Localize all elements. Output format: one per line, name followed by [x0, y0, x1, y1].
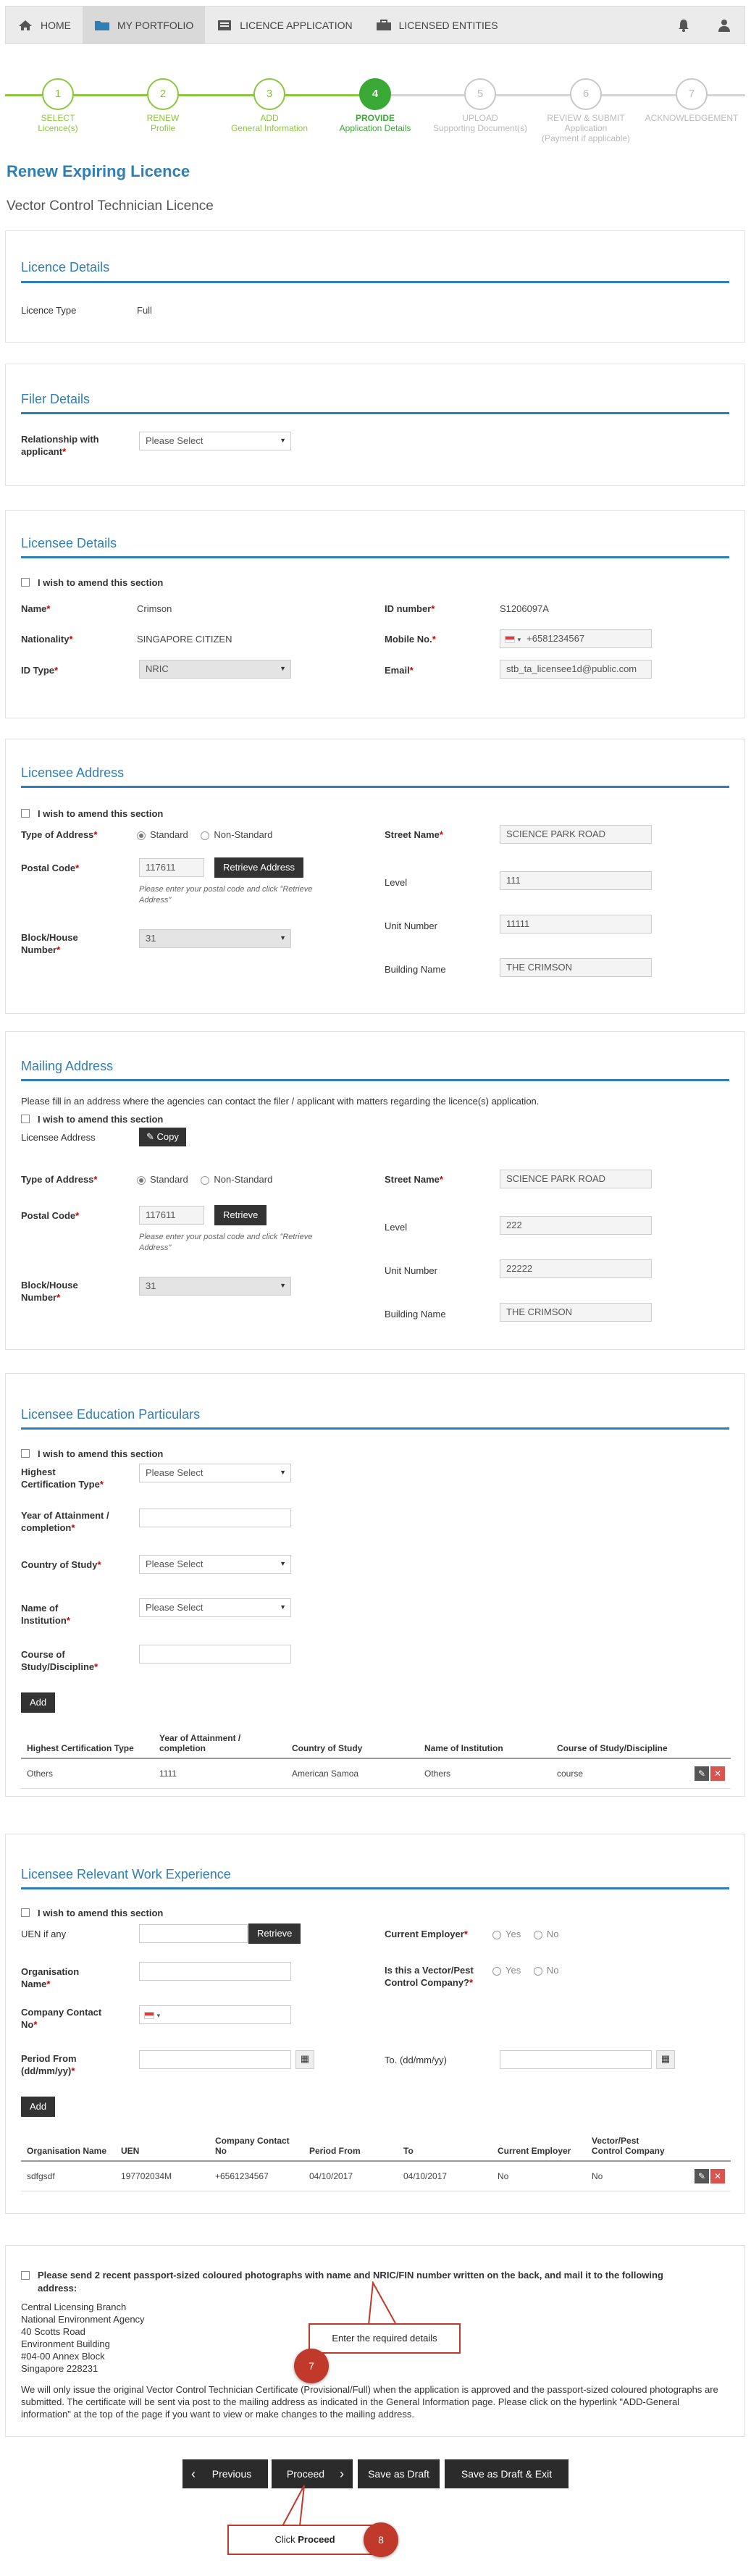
org-label-2: Name*	[21, 1979, 51, 1989]
save-draft-exit-button[interactable]: Save as Draft & Exit	[445, 2459, 569, 2488]
step-4	[321, 78, 429, 133]
licensee-details-card	[5, 510, 745, 718]
section-divider	[21, 786, 729, 788]
vector-yes-radio[interactable]	[492, 1967, 501, 1976]
street-label: Street Name*	[385, 829, 443, 840]
column-header: Current Employer	[492, 2131, 586, 2161]
name-value: Crimson	[137, 603, 172, 614]
retrieve-address-button[interactable]: Retrieve Address	[214, 857, 303, 878]
step-5-sub: Supporting Document(s)	[432, 123, 528, 133]
mobile-label: Mobile No.*	[385, 634, 436, 645]
calendar-icon[interactable]: ▦	[295, 2050, 314, 2069]
institution-label: Name of	[21, 1603, 59, 1614]
contact-label: Company Contact	[21, 2007, 102, 2018]
table-cell: 04/10/2017	[398, 2161, 492, 2191]
proceed-label: Proceed	[286, 2468, 325, 2480]
step-5-circle: 5	[464, 78, 496, 110]
licence-details-card	[5, 230, 745, 343]
address-type-label: Type of Address*	[21, 829, 98, 840]
section-divider	[21, 412, 729, 414]
step-6-sub: Application	[564, 123, 608, 133]
current-employer-label: Current Employer*	[385, 1929, 468, 1939]
cert-label: Highest	[21, 1467, 56, 1477]
filer-details-title: Filer Details	[21, 392, 91, 406]
amend-mailing-address-checkbox[interactable]	[21, 1115, 30, 1123]
address-line: Environment Building	[21, 2338, 110, 2349]
table-cell: American Samoa	[286, 1758, 419, 1789]
unit-label: Unit Number	[385, 1265, 437, 1276]
briefcase-icon	[376, 20, 392, 31]
column-header: Year of Attainment / completion	[154, 1729, 286, 1758]
bell-icon	[676, 18, 691, 33]
filer-details-card	[5, 364, 745, 486]
column-header: To	[398, 2131, 492, 2161]
email-input[interactable]: stb_ta_licensee1d@public.com	[500, 660, 652, 679]
vector-no-radio[interactable]	[534, 1967, 542, 1976]
period-to-label: To. (dd/mm/yy)	[385, 2055, 447, 2065]
column-header: Organisation Name	[21, 2131, 115, 2161]
singapore-flag-icon	[144, 2012, 154, 2019]
block-label: Block/House	[21, 932, 78, 943]
step-4-title: PROVIDE	[355, 113, 395, 123]
street-input[interactable]: SCIENCE PARK ROAD	[500, 825, 652, 844]
building-input[interactable]: THE CRIMSON	[500, 1303, 652, 1322]
education-table	[21, 1729, 731, 1789]
amend-label: I wish to amend this section	[38, 1908, 164, 1918]
section-divider	[21, 281, 729, 283]
save-draft-button[interactable]: Save as Draft	[358, 2459, 440, 2488]
top-navigation	[5, 6, 745, 44]
postal-code-input[interactable]: 117611	[139, 1206, 204, 1225]
application-icon	[217, 20, 232, 31]
org-label: Organisation	[21, 1966, 80, 1977]
section-divider	[21, 1079, 729, 1081]
step-3-circle: 3	[253, 78, 285, 110]
callout-7: Enter the required details	[309, 2323, 461, 2354]
table-cell: 04/10/2017	[303, 2161, 398, 2191]
user-icon	[717, 18, 731, 33]
mailing-address-block	[21, 2301, 145, 2375]
contact-input[interactable]: ▾	[139, 2005, 291, 2024]
page-subtitle: Vector Control Technician Licence	[7, 198, 214, 214]
mailing-address-title: Mailing Address	[21, 1059, 114, 1073]
email-label: Email*	[385, 665, 414, 676]
nav-home[interactable]	[6, 6, 83, 44]
nav-licensed-entities-label: LICENSED ENTITIES	[398, 19, 498, 31]
step-3[interactable]	[215, 78, 324, 133]
home-icon	[17, 20, 33, 31]
block-label-2: Number*	[21, 1292, 61, 1303]
licensee-address-card	[5, 739, 745, 1014]
address-line: 40 Scotts Road	[21, 2326, 85, 2337]
contact-label-2: No*	[21, 2019, 38, 2030]
previous-label: Previous	[211, 2468, 252, 2480]
step-badge-8: 8	[364, 2522, 398, 2557]
street-input[interactable]: SCIENCE PARK ROAD	[500, 1170, 652, 1188]
unit-input[interactable]: 11111	[500, 915, 652, 934]
licensee-address-title: Licensee Address	[21, 765, 125, 780]
mailing-intro: Please fill in an address where the agencies can contact the filer / applicant with matters regarding the licence(s) application.	[21, 1096, 540, 1107]
column-header: Period From	[303, 2131, 398, 2161]
amend-work-checkbox[interactable]	[21, 1908, 30, 1917]
education-card	[5, 1373, 745, 1797]
callout-8	[227, 2525, 382, 2555]
amend-label: I wish to amend this section	[38, 577, 164, 588]
building-label: Building Name	[385, 1309, 446, 1320]
step-6	[532, 78, 640, 143]
step-7-circle: 7	[676, 78, 708, 110]
add-education-button[interactable]: Add	[21, 1692, 55, 1713]
no-label: No	[546, 1965, 559, 1976]
nationality-label: Nationality*	[21, 634, 73, 645]
chevron-left-icon: ‹	[191, 2467, 196, 2481]
table-cell: No	[492, 2161, 586, 2191]
table-row	[21, 1758, 731, 1789]
step-4-circle: 4	[359, 78, 391, 110]
progress-stepper	[5, 72, 745, 152]
mobile-value: +6581234567	[526, 633, 585, 644]
table-cell: No	[586, 2161, 673, 2191]
period-from-input[interactable]	[139, 2050, 291, 2069]
photos-checkbox[interactable]	[21, 2271, 30, 2280]
address-line: Central Licensing Branch	[21, 2302, 127, 2312]
section-divider	[21, 1887, 729, 1889]
education-title: Licensee Education Particulars	[21, 1407, 201, 1422]
chevron-right-icon: ›	[340, 2467, 344, 2481]
unit-input[interactable]: 22222	[500, 1259, 652, 1278]
block-label: Block/House	[21, 1280, 78, 1291]
year-label: Year of Attainment /	[21, 1510, 109, 1521]
add-work-button[interactable]: Add	[21, 2097, 55, 2117]
step-3-title: ADD	[260, 113, 279, 123]
step-badge-7: 7	[294, 2349, 329, 2383]
column-header: Highest Certification Type	[21, 1729, 154, 1758]
year-input[interactable]	[139, 1509, 291, 1527]
amend-licensee-details-checkbox[interactable]	[21, 578, 30, 587]
column-header: Country of Study	[286, 1729, 419, 1758]
edit-row-icon[interactable]: ✎	[695, 2169, 709, 2183]
callout-8-prefix: Click	[274, 2534, 298, 2545]
uen-input[interactable]	[139, 1924, 248, 1943]
id-number-label: ID number*	[385, 603, 435, 614]
step-3-sub: General Information	[230, 123, 309, 133]
yes-label: Yes	[505, 1929, 521, 1939]
mailing-address-card	[5, 1031, 745, 1350]
block-label-2: Number*	[21, 944, 61, 955]
amend-licensee-address-checkbox[interactable]	[21, 809, 30, 818]
course-label: Course of	[21, 1649, 65, 1660]
institution-select[interactable]: Please Select ▼	[139, 1598, 291, 1617]
callout-8-pointer	[253, 2484, 340, 2527]
unit-label: Unit Number	[385, 920, 437, 931]
table-cell: sdfgsdf	[21, 2161, 115, 2191]
delete-row-icon[interactable]: ✕	[710, 1766, 725, 1781]
user-menu-button[interactable]	[704, 6, 744, 44]
non-standard-radio[interactable]	[201, 831, 209, 840]
current-no-radio[interactable]	[534, 1931, 542, 1939]
relationship-select[interactable]: Please Select ▼	[139, 432, 291, 450]
licensee-details-title: Licensee Details	[21, 536, 117, 550]
table-row	[21, 2161, 731, 2191]
current-employer-radio-group[interactable]	[492, 1929, 558, 1939]
amend-education-checkbox[interactable]	[21, 1449, 30, 1458]
cert-label-2: Certification Type*	[21, 1479, 104, 1490]
postal-hint: Please enter your postal code and click "Retrieve Address"	[139, 885, 313, 905]
nav-my-portfolio-label: MY PORTFOLIO	[117, 19, 194, 31]
section-divider	[21, 1427, 729, 1430]
building-input[interactable]: THE CRIMSON	[500, 958, 652, 977]
yes-label: Yes	[505, 1965, 521, 1976]
retrieve-button[interactable]: Retrieve	[214, 1205, 267, 1225]
notifications-button[interactable]	[663, 6, 704, 44]
address-line: #04-00 Annex Block	[21, 2351, 105, 2362]
address-line: Singapore 228231	[21, 2363, 98, 2374]
street-label: Street Name*	[385, 1174, 443, 1185]
vector-company-label-2: Control Company?*	[385, 1977, 474, 1988]
address-type-radio-group[interactable]	[137, 829, 272, 840]
edit-row-icon[interactable]: ✎	[695, 1766, 709, 1781]
singapore-flag-icon	[505, 636, 515, 643]
postal-code-label: Postal Code*	[21, 1210, 80, 1221]
institution-label-2: Institution*	[21, 1615, 70, 1626]
work-experience-title: Licensee Relevant Work Experience	[21, 1867, 231, 1881]
step-2[interactable]	[109, 78, 217, 133]
column-header: Vector/Pest Control Company	[586, 2131, 673, 2161]
level-input[interactable]: 111	[500, 871, 652, 890]
step-5-title: UPLOAD	[462, 113, 498, 123]
copy-label: Copy	[156, 1131, 179, 1142]
non-standard-radio[interactable]	[201, 1176, 209, 1185]
cert-select[interactable]: Please Select ▼	[139, 1464, 291, 1482]
id-type-select[interactable]: NRIC ▼	[139, 660, 291, 679]
step-1-title: SELECT	[41, 113, 75, 123]
mobile-input[interactable]: ▾ +6581234567	[500, 629, 652, 648]
licence-type-value: Full	[137, 305, 152, 316]
nav-home-label: HOME	[41, 19, 71, 31]
step-2-title: RENEW	[146, 113, 180, 123]
building-label: Building Name	[385, 964, 446, 975]
country-select[interactable]: Please Select ▼	[139, 1555, 291, 1574]
relationship-label-2: applicant*	[21, 446, 67, 457]
nav-my-portfolio[interactable]	[83, 6, 205, 44]
step-7-title: ACKNOWLEDGEMENT	[645, 113, 739, 123]
table-cell: +6561234567	[209, 2161, 303, 2191]
table-cell: Others	[419, 1758, 551, 1789]
step-6-circle: 6	[570, 78, 602, 110]
work-table	[21, 2131, 731, 2191]
step-7	[637, 78, 746, 123]
step-4-sub: Application Details	[339, 123, 411, 133]
step-2-circle: 2	[147, 78, 179, 110]
block-select[interactable]: 31 ▼	[139, 1277, 291, 1296]
delete-row-icon[interactable]: ✕	[710, 2169, 725, 2183]
level-label: Level	[385, 1222, 408, 1233]
period-from-label-2: (dd/mm/yy)*	[21, 2065, 75, 2076]
id-number-value: S1206097A	[500, 603, 549, 614]
nav-licence-application[interactable]	[205, 6, 364, 44]
work-experience-card	[5, 1834, 745, 2214]
table-cell: 1111	[154, 1758, 286, 1789]
relationship-label: Relationship with	[21, 434, 99, 445]
column-header: Course of Study/Discipline	[551, 1729, 684, 1758]
folder-icon	[94, 20, 110, 31]
address-type-radio-group[interactable]	[137, 1174, 272, 1185]
calendar-icon[interactable]: ▦	[656, 2050, 675, 2069]
edit-icon: ✎	[146, 1131, 157, 1142]
callout-8-action: Proceed	[298, 2534, 335, 2545]
licensee-address-copy-label: Licensee Address	[21, 1132, 96, 1143]
name-label: Name*	[21, 603, 51, 614]
licence-details-title: Licence Details	[21, 260, 110, 274]
photos-instruction: Please send 2 recent passport-sized coloured photographs with name and NRIC/FIN number written on the back, and mail it to the following address:	[38, 2270, 663, 2294]
page-title: Renew Expiring Licence	[7, 162, 190, 180]
postal-hint: Please enter your postal code and click "Retrieve Address"	[139, 1233, 313, 1252]
level-input[interactable]: 222	[500, 1216, 652, 1235]
licence-type-label: Licence Type	[21, 305, 77, 316]
column-header: Company Contact No	[209, 2131, 303, 2161]
amend-label: I wish to amend this section	[38, 1114, 164, 1125]
step-2-sub: Profile	[150, 123, 175, 133]
vector-company-radio-group[interactable]	[492, 1965, 558, 1976]
period-from-label: Period From	[21, 2053, 77, 2064]
standard-label: Standard	[150, 1174, 188, 1185]
course-input[interactable]	[139, 1645, 291, 1664]
section-divider	[21, 556, 729, 558]
retrieve-uen-button[interactable]: Retrieve	[248, 1923, 301, 1944]
standard-radio[interactable]	[137, 831, 146, 840]
amend-label: I wish to amend this section	[38, 808, 164, 819]
step-6-title: REVIEW & SUBMIT	[547, 113, 625, 123]
current-yes-radio[interactable]	[492, 1931, 501, 1939]
year-label-2: completion*	[21, 1522, 75, 1533]
address-line: National Environment Agency	[21, 2314, 145, 2325]
postal-code-label: Postal Code*	[21, 863, 80, 873]
standard-label: Standard	[150, 829, 188, 840]
nationality-value: SINGAPORE CITIZEN	[137, 634, 232, 645]
photos-note: We will only issue the original Vector Control Technician Certificate (Provisional/Full) when the application is approved and the passport-sized coloured photographs are submitted. The certificate will be sent via post to the mailing address as indicated in the General Information page. Please click on the hyperlink "ADD-General information" at the top of the page if you want to view or make changes to the mailing address.	[21, 2384, 718, 2420]
step-1[interactable]	[4, 78, 112, 133]
column-header: Name of Institution	[419, 1729, 551, 1758]
standard-radio[interactable]	[137, 1176, 146, 1185]
uen-label: UEN if any	[21, 1929, 67, 1939]
course-label-2: Study/Discipline*	[21, 1661, 98, 1672]
org-name-input[interactable]	[139, 1962, 291, 1981]
nav-licence-application-label: LICENCE APPLICATION	[240, 19, 353, 31]
amend-label: I wish to amend this section	[38, 1448, 164, 1459]
step-1-circle: 1	[42, 78, 74, 110]
copy-button[interactable]	[139, 1128, 186, 1146]
level-label: Level	[385, 877, 408, 888]
vector-company-label: Is this a Vector/Pest	[385, 1965, 474, 1976]
nav-licensed-entities[interactable]	[364, 6, 510, 44]
step-6-sub2: (Payment if applicable)	[541, 133, 631, 143]
step-5	[426, 78, 534, 133]
postal-code-input[interactable]: 117611	[139, 858, 204, 877]
country-label: Country of Study*	[21, 1559, 101, 1570]
non-standard-label: Non-Standard	[214, 829, 273, 840]
no-label: No	[546, 1929, 559, 1939]
non-standard-label: Non-Standard	[214, 1174, 273, 1185]
step-1-sub: Licence(s)	[38, 123, 78, 133]
period-to-input[interactable]	[500, 2050, 652, 2069]
table-cell: Others	[21, 1758, 154, 1789]
column-header: UEN	[115, 2131, 209, 2161]
table-cell: course	[551, 1758, 684, 1789]
table-cell: 197702034M	[115, 2161, 209, 2191]
address-type-label: Type of Address*	[21, 1174, 98, 1185]
id-type-label: ID Type*	[21, 665, 59, 676]
block-select[interactable]: 31 ▼	[139, 929, 291, 948]
